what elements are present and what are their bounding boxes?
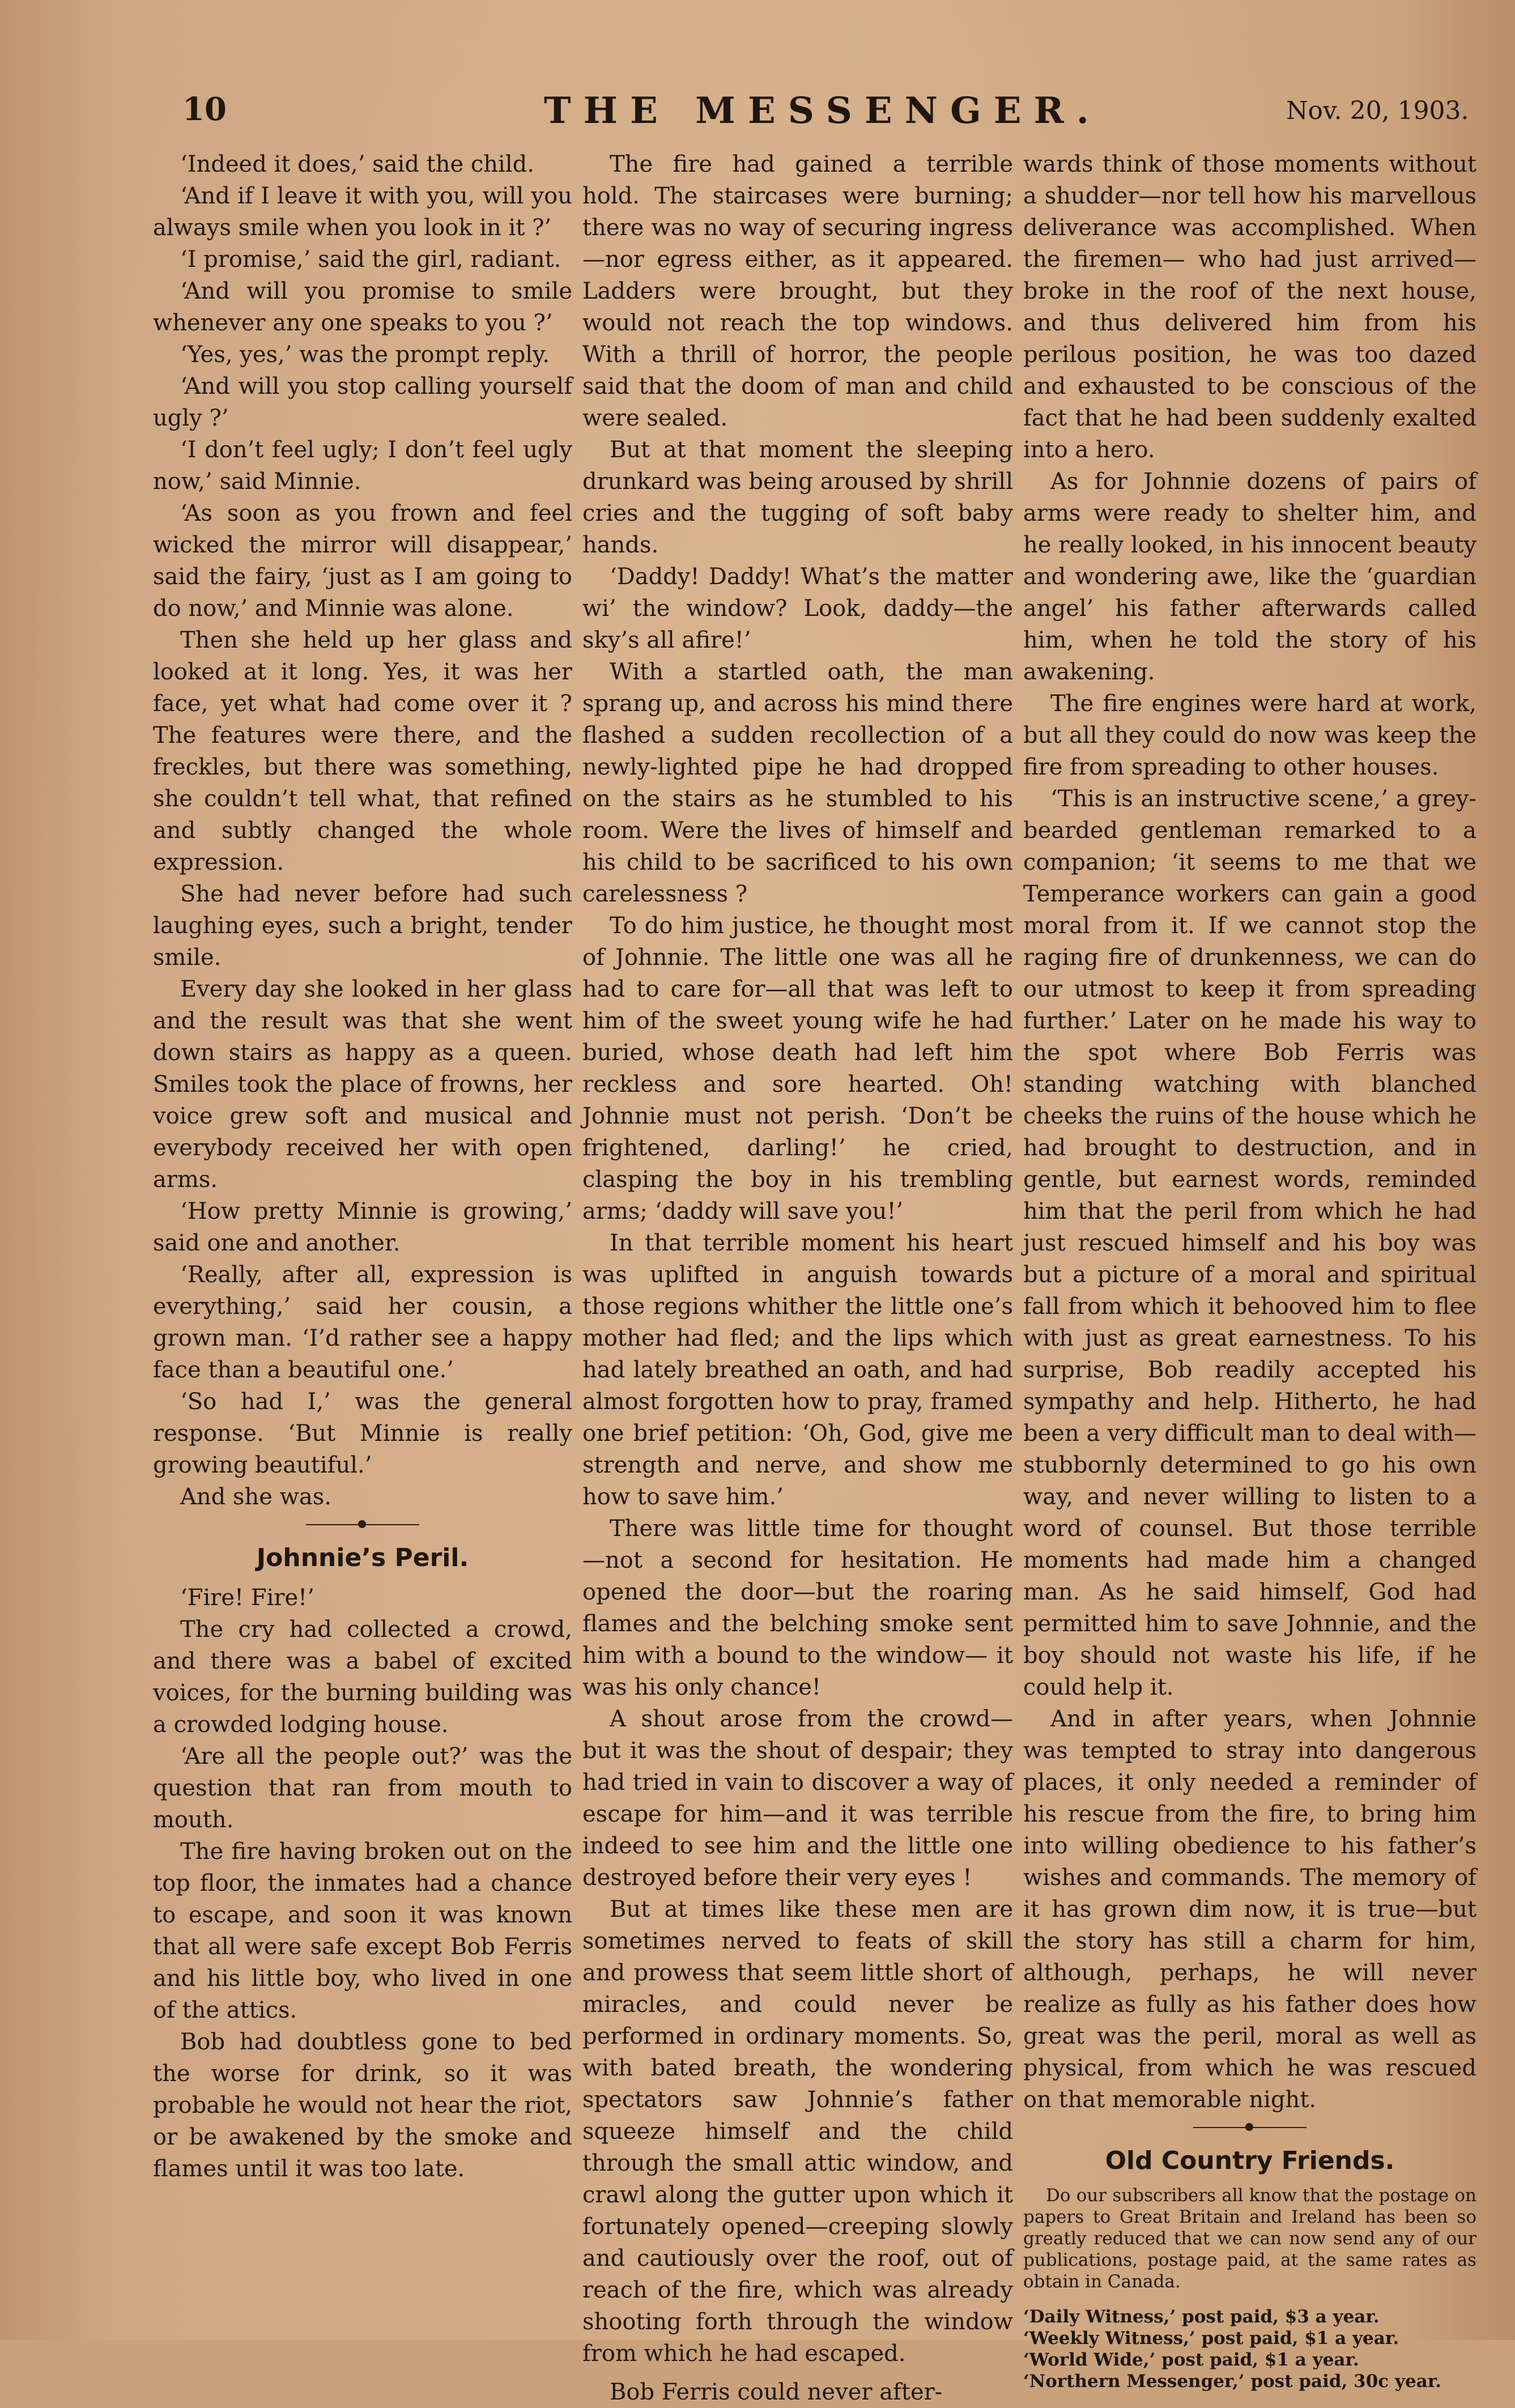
column-1 bbox=[153, 148, 572, 2185]
page-header bbox=[0, 85, 1515, 142]
paragraph: ‘And will you stop calling yourself ugly ?’ bbox=[153, 373, 572, 431]
paragraph: To do him justice, he thought most of Johnnie. The little one was all he had to care for—all that was left to him of the sweet young wife he had buried, whose death had left him reckless and sore hearted. Oh! Johnnie must not perish. ‘Don’t be frightened, darling!’ he cried, clasping the boy in his trembling arms; ‘daddy will save you!’ bbox=[582, 913, 1013, 1224]
paragraph: ‘This is an instructive scene,’ a grey-bearded gentleman remarked to a companion; ‘it seems to me that we Temperance workers can gain a good moral from it. If we cannot stop the raging fire of drunkenness, we can do our utmost to keep it from spreading further.’ Later on he made his way to the spot where Bob Ferris was standing watching with blanched cheeks the ruins of the house which he had brought to destruction, and in gentle, but earnest words, reminded him that the peril from which he had just rescued himself and his boy was but a picture of a moral and spiritual fall from which it behooved him to flee with just as great earnestness. To his surprise, Bob readily accepted his sympathy and help. Hitherto, he had been a very difficult man to deal with— stubbornly determined to go his own way, and never willing to listen to a word of counsel. But those terrible moments had made him a changed man. As he said himself, God had permitted him to save Johnnie, and the boy should not waste his life, if he could help it. bbox=[1023, 786, 1476, 1700]
paragraph: The fire having broken out on the top floor, the inmates had a chance to escape, and soon it was known that all were safe except Bob Ferris and his little boy, who lived in one of the attics. bbox=[153, 1839, 572, 2023]
notice-text: Do our subscribers all know that the postage on papers to Great Britain and Ireland has been so greatly reduced that we can now send any of our publications, postage paid, at the same rates as obtain in Canada. bbox=[1023, 2185, 1476, 2292]
paragraph: ‘Fire! Fire!’ bbox=[180, 1585, 314, 1611]
paragraph: Bob Ferris could never after- bbox=[610, 2379, 943, 2405]
paragraph: ‘So had I,’ was the general response. ‘But Minnie is really growing beautiful.’ bbox=[153, 1389, 572, 1478]
column-3 bbox=[1023, 148, 1476, 2392]
price-line: ‘Weekly Witness,’ post paid, $1 a year. bbox=[1023, 2328, 1399, 2349]
paragraph: ‘As soon as you frown and feel wicked the mirror will disappear,’ said the fairy, ‘just as I am going to do now,’ and Minnie was alone. bbox=[153, 500, 572, 622]
paragraph: ‘How pretty Minnie is growing,’ said one and another. bbox=[153, 1198, 572, 1256]
paragraph: Every day she looked in her glass and the result was that she went down stairs as happy as a queen. Smiles took the place of frowns, her voice grew soft and musical and everybody received her with open arms. bbox=[153, 976, 572, 1193]
paragraph: wards think of those moments without a shudder—nor tell how his marvellous deliverance was accomplished. When the firemen— who had just arrived—broke in the roof of the next house, and thus delivered him from his perilous position, he was too dazed and exhausted to be conscious of the fact that he had been suddenly exalted into a hero. bbox=[1023, 151, 1476, 463]
paragraph: The fire had gained a terrible hold. The staircases were burning; there was no way of securing ingress—nor egress either, as it appeared. Ladders were brought, but they would not reach the top windows. With a thrill of horror, the people said that the doom of man and child were sealed. bbox=[582, 151, 1013, 431]
column-2 bbox=[582, 148, 1013, 2408]
section-divider bbox=[1193, 2126, 1307, 2129]
paragraph: ‘And if I leave it with you, will you always smile when you look in it ?’ bbox=[153, 183, 572, 241]
story-heading: Johnnie’s Peril. bbox=[256, 1543, 469, 1572]
paragraph: ‘And will you promise to smile whenever any one speaks to you ?’ bbox=[153, 278, 572, 336]
issue-date: Nov. 20, 1903. bbox=[1286, 96, 1469, 125]
paragraph: ‘Indeed it does,’ said the child. bbox=[180, 151, 534, 177]
notice-body bbox=[1023, 2185, 1476, 2292]
paragraph: ‘Daddy! Daddy! What’s the matter wi’ the window? Look, daddy—the sky’s all afire!’ bbox=[582, 564, 1013, 653]
paragraph: She had never before had such laughing eyes, such a bright, tender smile. bbox=[153, 881, 572, 971]
paragraph: As for Johnnie dozens of pairs of arms were ready to shelter him, and he really looked, in his innocent beauty and wondering awe, like the ‘guardian angel’ his father afterwards called him, when he told the story of his awakening. bbox=[1023, 469, 1476, 685]
page-number: 10 bbox=[182, 91, 227, 128]
paragraph: ‘I promise,’ said the girl, radiant. bbox=[180, 246, 561, 273]
price-line: ‘Daily Witness,’ post paid, $3 a year. bbox=[1023, 2307, 1380, 2327]
paragraph: There was little time for thought —not a second for hesitation. He opened the door—but the roaring flames and the belching smoke sent him with a bound to the window— it was his only chance! bbox=[582, 1516, 1013, 1700]
paragraph: ‘Yes, yes,’ was the prompt reply. bbox=[180, 342, 550, 368]
paragraph: And in after years, when Johnnie was tempted to stray into dangerous places, it only needed a reminder of his rescue from the fire, to bring him into willing obedience to his father’s wishes and commands. The memory of it has grown dim now, it is true—but the story has still a charm for him, although, perhaps, he will never realize as fully as his father does how great was the peril, moral as well as physical, from which he was rescued on that memorable night. bbox=[1023, 1706, 1476, 2113]
paragraph: And she was. bbox=[180, 1484, 331, 1510]
paragraph: ‘I don’t feel ugly; I don’t feel ugly now,’ said Minnie. bbox=[153, 437, 572, 495]
paragraph: In that terrible moment his heart was uplifted in anguish towards those regions whither the little one’s mother had fled; and the lips which had lately breathed an oath, and had almost forgotten how to pray, framed one brief petition: ‘Oh, God, give me strength and nerve, and show me how to save him.’ bbox=[582, 1230, 1013, 1510]
paragraph: ‘Really, after all, expression is everything,’ said her cousin, a grown man. ‘I’d rather see a happy face than a beautiful one.’ bbox=[153, 1262, 572, 1383]
paragraph: The fire engines were hard at work, but all they could do now was keep the fire from spreading to other houses. bbox=[1023, 691, 1476, 780]
paragraph: But at times like these men are sometimes nerved to feats of skill and prowess that seem little short of miracles, and could never be performed in ordinary moments. So, with bated breath, the wondering spectators saw Johnnie’s father squeeze himself and the child through the small attic window, and crawl along the gutter upon which it fortunately opened—creeping slowly and cautiously over the roof, out of reach of the fire, which was already shooting forth through the window from which he had escaped. bbox=[582, 1896, 1013, 2367]
price-line: ‘World Wide,’ post paid, $1 a year. bbox=[1023, 2350, 1359, 2370]
notice-heading: Old Country Friends. bbox=[1105, 2146, 1395, 2175]
paragraph: But at that moment the sleeping drunkard was being aroused by shrill cries and the tugging of soft baby hands. bbox=[582, 437, 1013, 558]
section-divider bbox=[306, 1523, 419, 1526]
price-line: ‘Northern Messenger,’ post paid, 30c year. bbox=[1023, 2371, 1442, 2392]
paragraph: Bob had doubtless gone to bed the worse for drink, so it was probable he would not hear the riot, or be awakened by the smoke and flames until it was too late. bbox=[153, 2029, 572, 2182]
paragraph: Then she held up her glass and looked at it long. Yes, it was her face, yet what had come over it ? The features were there, and the freckles, but there was something, she couldn’t tell what, that refined and subtly changed the whole expression. bbox=[153, 627, 572, 875]
paragraph: With a startled oath, the man sprang up, and across his mind there flashed a sudden recollection of a newly-lighted pipe he had dropped on the stairs as he stumbled to his room. Were the lives of himself and his child to be sacrificed to his own carelessness ? bbox=[582, 659, 1013, 907]
paragraph: ‘Are all the people out?’ was the question that ran from mouth to mouth. bbox=[153, 1743, 572, 1833]
subscription-prices bbox=[1023, 2306, 1476, 2392]
paragraph: The cry had collected a crowd, and there was a babel of excited voices, for the burning building was a crowded lodging house. bbox=[153, 1616, 572, 1738]
paragraph: A shout arose from the crowd— but it was the shout of despair; they had tried in vain to discover a way of escape for him—and it was terrible indeed to see him and the little one destroyed before their very eyes ! bbox=[582, 1706, 1013, 1891]
masthead-title: THE MESSENGER. bbox=[544, 90, 1101, 132]
